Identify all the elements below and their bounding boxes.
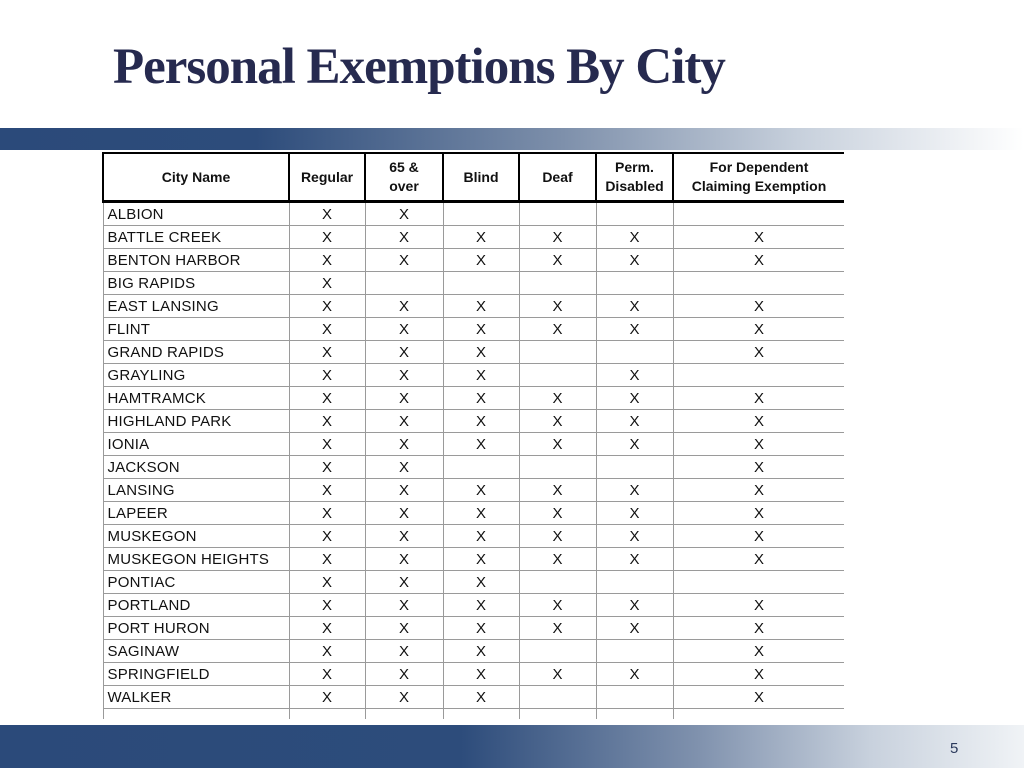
exemption-mark-cell <box>673 226 844 249</box>
header-band <box>0 128 1024 150</box>
exemption-mark-cell <box>596 571 673 594</box>
exemption-mark: X <box>753 412 764 430</box>
city-name-cell: BIG RAPIDS <box>103 272 289 295</box>
exemption-mark-cell <box>673 456 844 479</box>
exemption-mark: X <box>753 389 764 407</box>
empty-cell <box>673 709 844 720</box>
exemption-mark-cell: X <box>365 433 443 456</box>
exemption-mark-cell: X <box>519 410 596 433</box>
exemption-mark: X <box>753 435 764 453</box>
exemption-mark-cell: X <box>365 617 443 640</box>
exemption-mark-cell: X <box>519 387 596 410</box>
exemption-mark-cell: X <box>596 548 673 571</box>
exemption-mark-cell: X <box>443 226 519 249</box>
table-body <box>103 202 844 720</box>
exemption-mark-cell <box>519 272 596 295</box>
exemption-mark-cell: X <box>289 433 365 456</box>
exemption-mark-cell <box>519 364 596 387</box>
exemption-mark-cell: X <box>365 686 443 709</box>
exemption-mark-cell: X <box>289 272 365 295</box>
exemption-mark-cell <box>673 571 844 594</box>
exemption-mark-cell <box>673 364 844 387</box>
exemption-mark-cell: X <box>443 387 519 410</box>
exemption-mark: X <box>753 688 764 706</box>
exemption-mark-cell: X <box>519 617 596 640</box>
exemption-mark-cell <box>519 202 596 226</box>
exemption-mark-cell: X <box>365 226 443 249</box>
exemption-mark-cell: X <box>443 640 519 663</box>
exemption-mark-cell: X <box>443 663 519 686</box>
exemption-mark-cell <box>673 341 844 364</box>
exemption-mark-cell <box>596 272 673 295</box>
exemption-mark-cell <box>519 640 596 663</box>
exemption-mark-cell: X <box>519 318 596 341</box>
exemption-mark-cell: X <box>519 226 596 249</box>
table-row <box>103 502 844 525</box>
exemption-mark-cell: X <box>289 456 365 479</box>
exemption-mark-cell: X <box>289 594 365 617</box>
exemption-mark-cell <box>365 272 443 295</box>
exemption-mark-cell <box>673 594 844 617</box>
table-row <box>103 617 844 640</box>
table-row <box>103 594 844 617</box>
city-name-cell: JACKSON <box>103 456 289 479</box>
city-name-cell: LAPEER <box>103 502 289 525</box>
exemption-mark-cell: X <box>596 226 673 249</box>
header-regular: Regular <box>289 153 365 202</box>
exemption-mark-cell: X <box>289 410 365 433</box>
city-name-cell: BATTLE CREEK <box>103 226 289 249</box>
exemptions-table <box>102 152 844 719</box>
exemption-mark-cell: X <box>289 364 365 387</box>
exemption-mark-cell: X <box>519 548 596 571</box>
exemption-mark-cell: X <box>443 525 519 548</box>
exemption-mark: X <box>753 343 764 361</box>
exemption-mark: X <box>753 297 764 315</box>
empty-cell <box>519 709 596 720</box>
exemption-mark-cell: X <box>365 249 443 272</box>
exemption-mark-cell: X <box>519 249 596 272</box>
exemption-mark-cell: X <box>365 410 443 433</box>
table-row <box>103 387 844 410</box>
exemption-mark-cell: X <box>443 502 519 525</box>
exemption-mark-cell: X <box>289 525 365 548</box>
exemption-mark-cell <box>673 318 844 341</box>
exemption-mark-cell: X <box>596 433 673 456</box>
exemption-mark-cell: X <box>365 548 443 571</box>
city-name-cell: FLINT <box>103 318 289 341</box>
exemption-mark-cell <box>443 202 519 226</box>
exemption-mark-cell: X <box>519 525 596 548</box>
exemption-mark-cell: X <box>596 479 673 502</box>
exemption-mark-cell: X <box>443 479 519 502</box>
exemption-mark-cell <box>673 479 844 502</box>
table-row <box>103 341 844 364</box>
exemption-mark-cell: X <box>596 663 673 686</box>
exemption-mark: X <box>753 642 764 660</box>
exemption-mark-cell: X <box>596 525 673 548</box>
table-row <box>103 318 844 341</box>
exemption-mark-cell: X <box>443 318 519 341</box>
exemption-mark-cell: X <box>289 295 365 318</box>
header-dependent: For Dependent Claiming Exemption <box>673 153 844 202</box>
city-name-cell: PORTLAND <box>103 594 289 617</box>
exemption-mark-cell <box>443 456 519 479</box>
table-row <box>103 364 844 387</box>
city-name-cell: GRAYLING <box>103 364 289 387</box>
exemption-mark-cell <box>673 663 844 686</box>
empty-cell <box>103 709 289 720</box>
exemption-mark-cell: X <box>365 594 443 617</box>
table-filler-row <box>103 709 844 720</box>
header-65-and-over: 65 & over <box>365 153 443 202</box>
table-row <box>103 410 844 433</box>
empty-cell <box>443 709 519 720</box>
exemption-mark-cell: X <box>289 226 365 249</box>
exemption-mark-cell: X <box>519 479 596 502</box>
exemption-mark-cell <box>443 272 519 295</box>
exemption-mark-cell: X <box>289 686 365 709</box>
exemption-mark-cell: X <box>365 387 443 410</box>
city-name-cell: WALKER <box>103 686 289 709</box>
exemption-mark-cell: X <box>289 202 365 226</box>
exemption-mark-cell: X <box>519 433 596 456</box>
exemption-mark-cell: X <box>365 456 443 479</box>
exemption-mark: X <box>753 481 764 499</box>
table-row <box>103 640 844 663</box>
exemption-mark-cell: X <box>365 663 443 686</box>
exemption-mark-cell <box>673 502 844 525</box>
exemption-mark-cell: X <box>365 571 443 594</box>
exemption-mark-cell <box>673 202 844 226</box>
exemption-mark-cell: X <box>289 318 365 341</box>
exemption-mark-cell: X <box>519 295 596 318</box>
exemption-mark-cell: X <box>596 318 673 341</box>
exemption-mark-cell <box>519 571 596 594</box>
exemption-mark-cell <box>673 548 844 571</box>
exemption-mark-cell: X <box>289 249 365 272</box>
exemption-mark-cell: X <box>289 663 365 686</box>
footer-band <box>0 725 1024 768</box>
exemption-mark-cell: X <box>289 617 365 640</box>
exemption-mark-cell: X <box>289 502 365 525</box>
exemption-mark-cell: X <box>443 341 519 364</box>
city-name-cell: HAMTRAMCK <box>103 387 289 410</box>
exemption-mark: X <box>753 458 764 476</box>
city-name-cell: EAST LANSING <box>103 295 289 318</box>
table-row <box>103 479 844 502</box>
exemption-mark-cell <box>596 686 673 709</box>
city-name-cell: PONTIAC <box>103 571 289 594</box>
exemption-mark-cell <box>596 341 673 364</box>
table-row <box>103 249 844 272</box>
exemption-mark-cell: X <box>289 571 365 594</box>
exemption-mark: X <box>753 619 764 637</box>
exemption-mark: X <box>753 527 764 545</box>
city-name-cell: SPRINGFIELD <box>103 663 289 686</box>
city-name-cell: LANSING <box>103 479 289 502</box>
city-name-cell: GRAND RAPIDS <box>103 341 289 364</box>
city-name-cell: ALBION <box>103 202 289 226</box>
table-row <box>103 663 844 686</box>
exemption-mark-cell: X <box>365 318 443 341</box>
city-name-cell: MUSKEGON <box>103 525 289 548</box>
exemption-mark-cell <box>673 617 844 640</box>
exemption-mark-cell: X <box>365 502 443 525</box>
city-name-cell: SAGINAW <box>103 640 289 663</box>
exemption-mark-cell: X <box>443 548 519 571</box>
exemption-mark-cell: X <box>365 202 443 226</box>
exemption-mark-cell <box>596 456 673 479</box>
exemption-mark-cell: X <box>365 479 443 502</box>
table-row <box>103 686 844 709</box>
exemption-mark-cell: X <box>596 594 673 617</box>
table-row <box>103 272 844 295</box>
header-perm-disabled: Perm. Disabled <box>596 153 673 202</box>
exemption-mark: X <box>753 596 764 614</box>
exemption-mark: X <box>753 228 764 246</box>
table-row <box>103 433 844 456</box>
exemption-mark-cell: X <box>519 663 596 686</box>
exemption-mark-cell <box>519 341 596 364</box>
table-row <box>103 202 844 226</box>
exemption-mark-cell: X <box>289 548 365 571</box>
exemption-mark-cell: X <box>443 433 519 456</box>
exemption-mark-cell <box>673 686 844 709</box>
exemption-mark-cell: X <box>443 571 519 594</box>
city-name-cell: HIGHLAND PARK <box>103 410 289 433</box>
exemption-mark-cell: X <box>443 594 519 617</box>
slide-title: Personal Exemptions By City <box>113 39 725 95</box>
table-row <box>103 525 844 548</box>
exemptions-table-image <box>102 152 844 726</box>
exemption-mark-cell: X <box>365 341 443 364</box>
exemption-mark: X <box>753 665 764 683</box>
exemption-mark-cell: X <box>596 295 673 318</box>
exemption-mark-cell: X <box>596 502 673 525</box>
exemption-mark-cell: X <box>443 686 519 709</box>
exemption-mark-cell: X <box>596 410 673 433</box>
exemption-mark-cell: X <box>365 364 443 387</box>
exemption-mark-cell <box>673 525 844 548</box>
exemption-mark-cell: X <box>289 479 365 502</box>
exemption-mark: X <box>753 550 764 568</box>
header-city-name: City Name <box>103 153 289 202</box>
exemption-mark-cell: X <box>596 249 673 272</box>
exemption-mark-cell: X <box>443 617 519 640</box>
exemption-mark-cell: X <box>596 387 673 410</box>
table-row <box>103 295 844 318</box>
exemption-mark-cell: X <box>443 295 519 318</box>
empty-cell <box>596 709 673 720</box>
table-header-row <box>103 153 844 202</box>
exemption-mark-cell: X <box>289 640 365 663</box>
city-name-cell: BENTON HARBOR <box>103 249 289 272</box>
table-row <box>103 548 844 571</box>
exemption-mark-cell <box>673 249 844 272</box>
exemption-mark-cell: X <box>365 525 443 548</box>
city-name-cell: PORT HURON <box>103 617 289 640</box>
exemption-mark-cell <box>673 387 844 410</box>
header-blind: Blind <box>443 153 519 202</box>
exemption-mark-cell: X <box>443 249 519 272</box>
exemption-mark-cell: X <box>519 502 596 525</box>
exemption-mark-cell: X <box>289 387 365 410</box>
exemption-mark-cell: X <box>365 295 443 318</box>
exemption-mark-cell <box>519 456 596 479</box>
exemption-mark-cell <box>673 295 844 318</box>
table-row <box>103 226 844 249</box>
exemption-mark-cell: X <box>519 594 596 617</box>
table-row <box>103 571 844 594</box>
empty-cell <box>365 709 443 720</box>
exemption-mark: X <box>753 504 764 522</box>
empty-cell <box>289 709 365 720</box>
page-number: 5 <box>950 740 959 757</box>
city-name-cell: IONIA <box>103 433 289 456</box>
table-row <box>103 456 844 479</box>
city-name-cell: MUSKEGON HEIGHTS <box>103 548 289 571</box>
exemption-mark-cell <box>673 410 844 433</box>
exemption-mark-cell <box>673 640 844 663</box>
exemption-mark-cell: X <box>596 617 673 640</box>
exemption-mark-cell <box>673 433 844 456</box>
exemption-mark-cell: X <box>289 341 365 364</box>
exemption-mark-cell <box>596 640 673 663</box>
exemption-mark-cell: X <box>443 410 519 433</box>
exemption-mark: X <box>753 251 764 269</box>
exemption-mark-cell: X <box>443 364 519 387</box>
exemption-mark-cell <box>519 686 596 709</box>
exemption-mark-cell <box>673 272 844 295</box>
exemption-mark: X <box>753 320 764 338</box>
header-deaf: Deaf <box>519 153 596 202</box>
exemption-mark-cell: X <box>596 364 673 387</box>
exemption-mark-cell: X <box>365 640 443 663</box>
exemption-mark-cell <box>596 202 673 226</box>
